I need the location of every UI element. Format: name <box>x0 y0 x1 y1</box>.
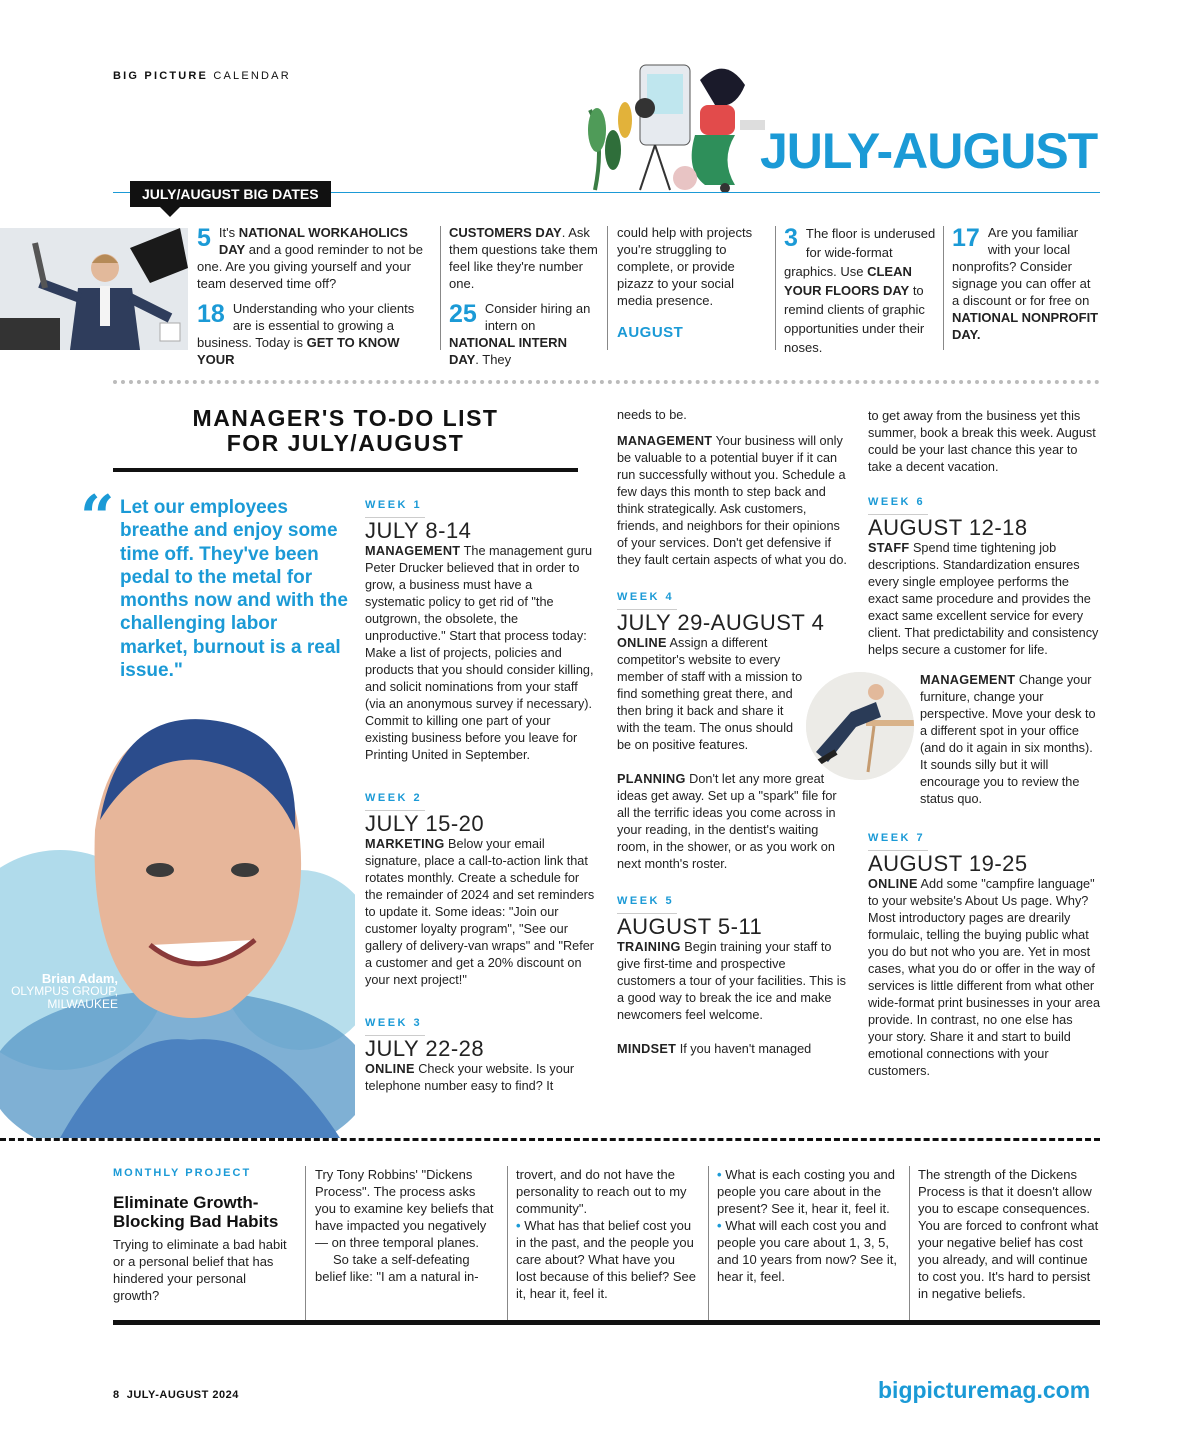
monthly-intro: Trying to eliminate a bad habit or a personal belief that has hindered your personal growth? <box>113 1237 287 1303</box>
todo-heading-rule <box>113 468 578 472</box>
week-label: WEEK 4 <box>617 589 677 610</box>
todo-item: MANAGEMENT Change your furniture, change your perspective. Move your desk to a different spot in your office (and do it again in six months). It sounds silly but it will encourage you to review the status quo. <box>920 673 1096 806</box>
week-dates: JULY 22-28 <box>365 1036 485 1061</box>
todo-item: MINDSET If you haven't managed <box>617 1042 812 1056</box>
column-divider <box>909 1166 910 1320</box>
todo-column-a <box>365 497 595 1110</box>
column-divider <box>943 226 944 350</box>
week-dates: AUGUST 12-18 <box>868 515 1028 540</box>
date-entry-customers: CUSTOMERS DAY. Ask them questions take them feel like they're number one. <box>449 225 598 291</box>
week-dates: JULY 15-20 <box>365 811 485 836</box>
column-divider <box>708 1166 709 1320</box>
week-dates: AUGUST 19-25 <box>868 851 1028 876</box>
hero-illustration <box>585 50 775 195</box>
todo-heading: MANAGER'S TO-DO LIST FOR JULY/AUGUST <box>192 405 499 456</box>
businessman-photo <box>0 228 188 350</box>
portrait-caption: Brian Adam, OLYMPUS GROUP, MILWAUKEE <box>11 971 118 1011</box>
page-title: JULY-AUGUST <box>760 123 1098 179</box>
quote-mark-icon: “ <box>80 483 115 553</box>
bullet-icon: • <box>516 1218 521 1233</box>
bottom-rule <box>113 1320 1100 1325</box>
todo-item: MARKETING Below your email signature, place a call-to-action link that rotates monthly. Create a schedule for the remainder of 2024 and set reminders to update it. Some ideas: "Join our customer loyalty program", "See our gallery of delivery-van wraps" and "Refer a customer and get a 20% discount on your next project!" <box>365 837 595 987</box>
big-dates-tab: JULY/AUGUST BIG DATES <box>130 181 331 207</box>
monthly-project-kicker: MONTHLY PROJECT <box>113 1167 252 1179</box>
page-folio: 8 JULY-AUGUST 2024 <box>113 1389 239 1401</box>
site-url-link[interactable]: bigpicturemag.com <box>878 1377 1091 1403</box>
big-dates-col-5 <box>952 224 1100 351</box>
todo-column-c: to get away from the business yet this summer, book a break this week. August could be your last chance this year to take a decent vacation. WEEK 6 AUGUST 12-18 STAFF Spend time tightening job descriptions. Standardization ensures every single employee performs the exact same procedure and provides the exact same excellent service for every client. That predictability and consistency helps secure a customer for life. MANAGEMENT Change your furniture, change your perspective. Move your desk to a different spot in your office (and do it again in six months). It sounds silly but it will encourage you to review the status quo. WEEK 7 AUGUST 19-25 ONLINE Add some "campfire language" to your website's About Us page. Why? Most introductory pages are drearily formulaic, telling the buying public what you do but not who you are. Yet in most cases, what you do or offer in the way of services is little different from what other wide-format print businesses in your area provide. In contrast, no one else has your story. Share it and start to build emotional connections with your customers. <box>868 409 1101 1078</box>
todo-item: MANAGEMENT Your business will only be valuable to a potential buyer if it can run successfully without you. Schedule a few days this month to step back and think strategically. Ask customers, friends, and neighbors for their opinions of your services. Don't get defensive if they fault certain aspects of what you do. <box>617 434 847 567</box>
week-label: WEEK 6 <box>868 494 928 515</box>
date-number: 17 <box>952 224 980 252</box>
date-entry-17: 17 Are you familiar with your local nonprofits? Consider signage you can offer at a discount or for free on NATIONAL NONPROFIT DAY. <box>952 224 1099 342</box>
todo-item: MANAGEMENT The management guru Peter Drucker believed that in order to grow, a business must have a systematic policy to get rid of "the outgrown, the obsolete, the unproductive." Start that process today: Make a list of projects, policies and products that you should consider killing, and solicit nominations from your staff (via an anonymous survey if necessary). Commit to killing one part of your existing business before you leave for Printing United in September. <box>365 544 594 762</box>
date-entry-5: 5 It's NATIONAL WORKAHOLICS DAY and a good reminder to not be one. Are you giving yourself and your team deserved time off? <box>197 224 423 291</box>
column-divider <box>775 226 776 350</box>
monthly-col-3: trovert, and do not have the personality to reach out to my community". • What has that belief cost you in the past, and the people you care about? What have you lost because of this belief? See it, hear it, feel it. <box>516 1167 696 1301</box>
bullet-icon: • <box>717 1167 722 1182</box>
pull-quote: Let our employees breathe and enjoy some time off. They've been pedal to the metal for months now and with the challenging labor market, burnout is a real issue." <box>120 497 348 682</box>
todo-item: ONLINE Add some "campfire language" to your website's About Us page. Why? Most introductory pages are drearily formulaic, telling the buying public what you do but not who you are. Yet in most cases, what you do or offer in the way of services is little different from what other wide-format print businesses in your area provide. In contrast, no one else has your story. Share it and start to build emotional connections with your customers. <box>868 877 1101 1078</box>
date-entry-25: 25 Consider hiring an intern on NATIONAL INTERN DAY. They <box>449 300 591 367</box>
column-divider <box>305 1166 306 1320</box>
section-kicker: BIG PICTURE CALENDAR <box>113 70 291 82</box>
bullet-icon: • <box>717 1218 722 1233</box>
monthly-col-2: Try Tony Robbins' "Dickens Process". The process asks you to examine key beliefs that have impacted you negatively — on three temporal planes. So take a self-defeating belief like: "I am a natural in- <box>315 1167 494 1284</box>
todo-item: ONLINE Check your website. Is your telephone number easy to find? It <box>365 1062 575 1093</box>
todo-item: ONLINE Assign a different competitor's website to every member of staff with a mission to find something great there, and then bring it back and share it with the team. The onus should be on positive features. <box>617 636 803 752</box>
month-label-august: AUGUST <box>617 324 684 341</box>
big-dates-col-4 <box>784 224 936 365</box>
big-dates-col-1 <box>197 224 433 376</box>
todo-item: TRAINING Begin training your staff to give first-time and prospective customers a tour of your facilities. This is a good way to break the ice and make newcomers feel welcome. <box>617 940 846 1022</box>
date-entry-18: 18 Understanding who your clients are is essential to growing a business. Today is GET TO KNOW YOUR <box>197 300 415 367</box>
week-label: WEEK 3 <box>365 1015 425 1036</box>
column-divider <box>607 226 608 350</box>
week-dates: AUGUST 5-11 <box>617 914 763 939</box>
todo-column-b: needs to be. MANAGEMENT Your business will only be valuable to a potential buyer if it can run successfully without you. Schedule a few days this month to step back and think strategically. Ask customers, friends, and neighbors for their opinions of your services. Don't get defensive if they fault certain aspects of what you do. WEEK 4 JULY 29-AUGUST 4 ONLINE Assign a different competitor's website to every member of staff with a mission to find something great there, and then bring it back and share it with the team. The onus should be on positive features. PLANNING Don't let any more great ideas get away. Set up a "spark" file for all the terrific ideas you come across in your reading, in the dentist's waiting room, in the shower, or as you work on next month's roster. WEEK 5 AUGUST 5-11 TRAINING Begin training your staff to give first-time and prospective customers a tour of your facilities. This is a good way to break the ice and make newcomers feel welcome. MINDSET If you haven't managed <box>617 408 847 1056</box>
todo-item: STAFF Spend time tightening job descriptions. Standardization ensures every single employee performs the exact same procedure and provides the exact same excellent service for every client. That predictability and consistency helps secure a customer for life. <box>868 541 1099 657</box>
section-divider-dashed <box>0 1138 1100 1141</box>
week-label: WEEK 2 <box>365 790 425 811</box>
date-number: 25 <box>449 300 477 328</box>
todo-item: PLANNING Don't let any more great ideas get away. Set up a "spark" file for all the terrific ideas you come across in your reading, in the dentist's waiting room, in the shower, or as you work on next month's roster. <box>617 772 837 871</box>
column-divider <box>440 226 441 350</box>
week-label: WEEK 1 <box>365 497 425 518</box>
brian-adam-portrait <box>0 700 355 1138</box>
date-number: 5 <box>197 224 211 252</box>
big-dates-col-2 <box>449 224 599 376</box>
date-entry-3: 3 The floor is underused for wide-format graphics. Use CLEAN YOUR FLOORS DAY to remind clients of graphic opportunities under their noses. <box>784 224 936 355</box>
monthly-col-4: • What is each costing you and people you care about in the present? See it, hear it, feel it. • What will each cost you and people you care about 1, 3, 5, and 10 years from now? See it, hear it, feel. <box>717 1167 897 1284</box>
column-divider <box>507 1166 508 1320</box>
monthly-col-5: The strength of the Dickens Process is that it doesn't allow you to escape consequences. You are forced to confront what your negative belief has cost you already, and will continue to cost you. It's hard to persist in negative beliefs. <box>918 1167 1099 1301</box>
week-dates: JULY 29-AUGUST 4 <box>617 610 825 635</box>
week-dates: JULY 8-14 <box>365 518 472 543</box>
week-label: WEEK 5 <box>617 893 677 914</box>
section-divider-dotted <box>113 380 1100 384</box>
date-number: 18 <box>197 300 225 328</box>
monthly-project-title: Eliminate Growth-Blocking Bad Habits <box>113 1193 279 1231</box>
week-label: WEEK 7 <box>868 830 928 851</box>
date-number: 3 <box>784 224 798 252</box>
big-dates-col-3: could help with projects you're struggling to complete, or provide pizazz to your social media presence. AUGUST <box>617 224 767 341</box>
